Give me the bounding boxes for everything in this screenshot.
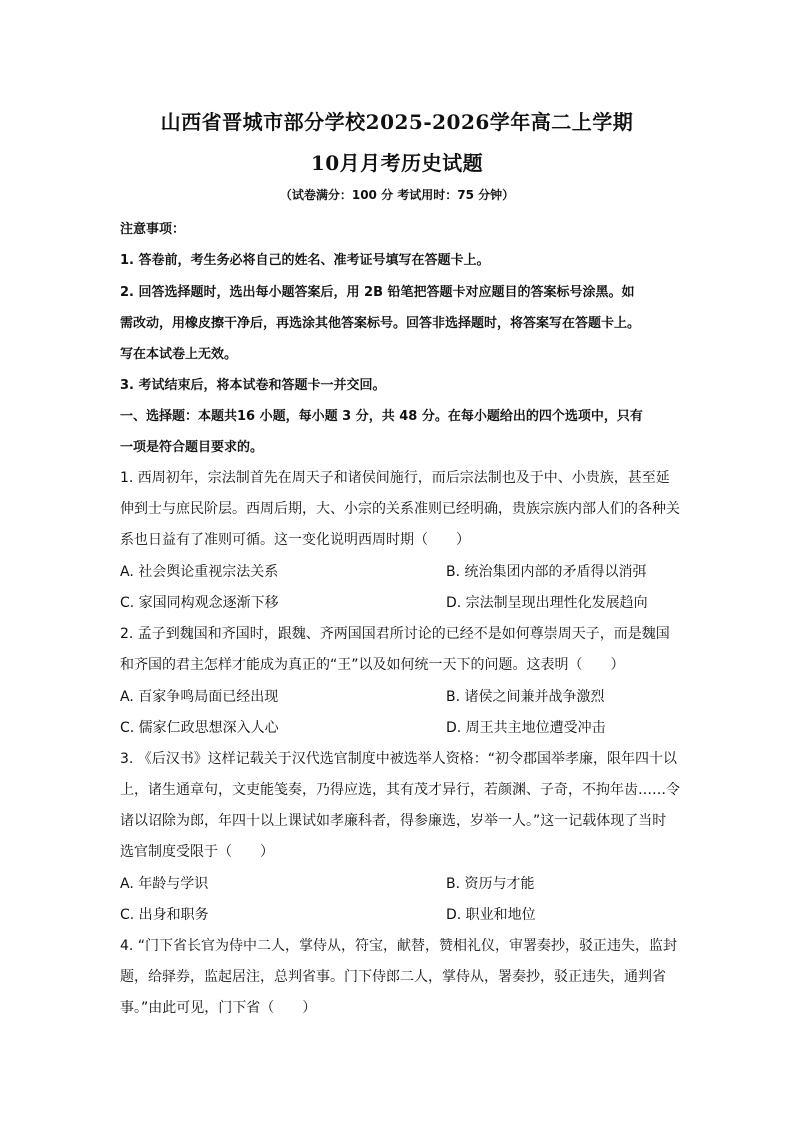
note-2-line3: 写在本试卷上无效。 — [120, 347, 238, 362]
q3-option-a: A. 年龄与学识 — [120, 876, 209, 892]
note-2-line1: 2. 回答选择题时，选出每小题答案后，用 2B 铅笔把答题卡对应题目的答案标号涂黑。如 — [120, 285, 635, 300]
q3-option-c: C. 出身和职务 — [120, 907, 209, 923]
q3-option-d: D. 职业和地位 — [446, 907, 536, 923]
q1-stem-line1: 1. 西周初年，宗法制首先在周天子和诸侯间施行，而后宗法制也及于中、小贵族，甚至延 — [120, 470, 670, 486]
q1-stem-line3: 系也日益有了准则可循。这一变化说明西周时期（ ） — [120, 532, 470, 548]
q3-stem-line2: 上，诸生通章句，文吏能笺奏，乃得应选，其有茂才异行，若颜渊、子奇，不拘年齿……令 — [120, 782, 680, 798]
q1-option-a: A. 社会舆论重视宗法关系 — [120, 564, 279, 580]
q2-option-b: B. 诸侯之间兼并战争激烈 — [446, 689, 605, 705]
q1-option-b: B. 统治集团内部的矛盾得以消弭 — [446, 564, 647, 580]
q3-stem-line1: 3. 《后汉书》这样记载关于汉代选官制度中被选举人资格：“初令郡国举孝廉，限年四十以 — [120, 751, 678, 767]
q4-stem-line3: 事。”由此可见，门下省（ ） — [120, 1000, 317, 1016]
q4-stem-line2: 题，给驿券，监起居注，总判省事。门下侍郎二人，掌侍从，署奏抄，驳正违失，通判省 — [120, 969, 666, 985]
exam-title-line1: 山西省晋城市部分学校2025-2026学年高二上学期 — [160, 110, 634, 134]
q3-stem-line4: 选官制度受限于（ ） — [120, 844, 274, 860]
q2-stem-line2: 和齐国的君主怎样才能成为真正的“王”以及如何统一天下的问题。这表明（ ） — [120, 657, 625, 673]
q2-stem-line1: 2. 孟子到魏国和齐国时，跟魏、齐两国国君所讨论的已经不是如何尊崇周天子，而是魏国 — [120, 626, 670, 642]
note-2-line2: 需改动，用橡皮擦干净后，再选涂其他答案标号。回答非选择题时，将答案写在答题卡上。 — [120, 316, 641, 331]
q2-option-c: C. 儒家仁政思想深入人心 — [120, 720, 279, 736]
q1-option-c: C. 家国同构观念逐渐下移 — [120, 595, 279, 611]
q4-stem-line1: 4. “门下省长官为侍中二人，掌侍从，符宝，献替，赞相礼仪，审署奏抄，驳正违失，监封 — [120, 938, 678, 954]
exam-title-line2: 10月月考历史试题 — [310, 151, 484, 175]
section1-heading-line1: 一、选择题：本题共16 小题，每小题 3 分，共 48 分。在每小题给出的四个选项中，只有 — [120, 409, 643, 424]
section1-heading-line2: 一项是符合题目要求的。 — [120, 440, 264, 455]
q3-option-b: B. 资历与才能 — [446, 876, 535, 892]
q3-stem-line3: 诸以诏除为郎，年四十以上课试如孝廉科者，得参廉选，岁举一人。”这一记载体现了当时 — [120, 813, 667, 829]
notes-heading: 注意事项： — [120, 222, 186, 237]
q2-option-a: A. 百家争鸣局面已经出现 — [120, 689, 279, 705]
q2-option-d: D. 周王共主地位遭受冲击 — [446, 720, 606, 736]
q1-option-d: D. 宗法制呈现出理性化发展趋向 — [446, 595, 648, 611]
exam-meta: （试卷满分：100 分 考试用时：75 分钟） — [279, 188, 515, 202]
q1-stem-line2: 伸到士与庶民阶层。西周后期，大、小宗的关系准则已经明确，贵族宗族内部人们的各种关 — [120, 501, 680, 517]
note-3: 3. 考试结束后，将本试卷和答题卡一并交回。 — [120, 378, 386, 393]
note-1: 1. 答卷前，考生务必将自己的姓名、准考证号填写在答题卡上。 — [120, 253, 490, 268]
